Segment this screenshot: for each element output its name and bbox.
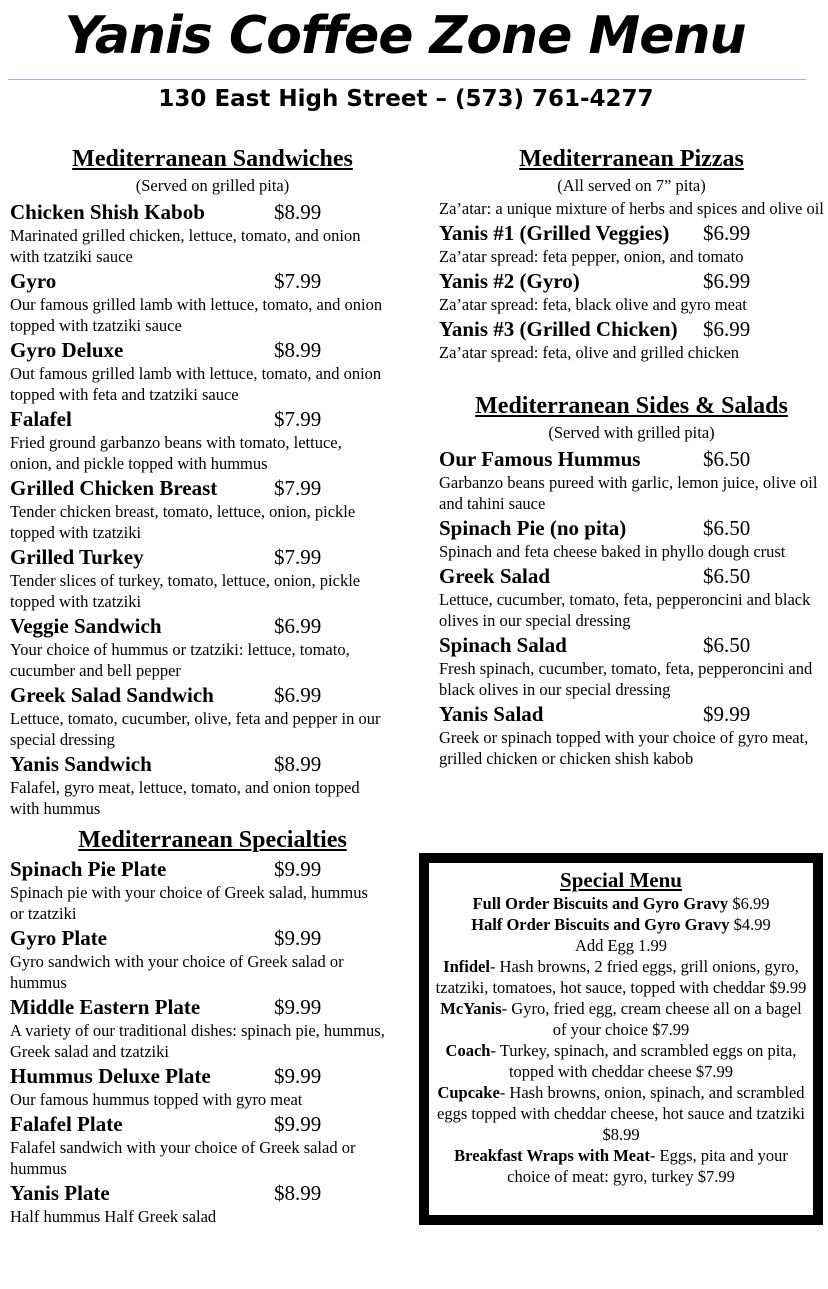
item-price: $7.99: [274, 269, 322, 293]
item-price: $9.99: [274, 1064, 322, 1088]
item-price: $7.99: [274, 407, 322, 431]
special-item-name: Cupcake: [437, 1083, 500, 1102]
section-heading-pizzas: Mediterranean Pizzas: [519, 146, 744, 172]
item-name: Greek Salad Sandwich: [10, 683, 214, 707]
item-description: Fried ground garbanzo beans with tomato, lettuce, onion, and pickle topped with hummus: [10, 433, 342, 473]
item-name: Gyro: [10, 269, 57, 293]
special-item-desc: - Hash browns, 2 fried eggs, grill onions, gyro, tzatziki, tomatoes, hot sauce, topped with cheddar $9.99: [435, 957, 807, 997]
menu-item: [10, 200, 415, 267]
special-item-name: Half Order Biscuits and Gyro Gravy: [471, 915, 730, 934]
special-mcyanis: [429, 998, 813, 1040]
item-name: Gyro Plate: [10, 926, 108, 950]
section-note-sandwiches: (Served on grilled pita): [135, 176, 290, 195]
item-name: Yanis Sandwich: [10, 752, 152, 776]
special-biscuits-half: [429, 914, 813, 935]
item-price: $6.99: [703, 317, 751, 341]
item-price: $9.99: [274, 1112, 322, 1136]
item-description: Gyro sandwich with your choice of Greek salad or hummus: [10, 952, 344, 992]
special-menu-heading: Special Menu: [560, 868, 682, 892]
item-price: $6.99: [274, 683, 322, 707]
menu-item: [10, 1181, 415, 1227]
menu-item: [10, 269, 415, 336]
item-description: Spinach pie with your choice of Greek salad, hummus or tzatziki: [10, 883, 368, 923]
item-description: Our famous grilled lamb with lettuce, tomato, and onion topped with tzatziki sauce: [10, 295, 383, 335]
section-note-sides: (Served with grilled pita): [548, 423, 715, 442]
item-name: Yanis Salad: [439, 702, 544, 726]
item-description: Out famous grilled lamb with lettuce, tomato, and onion topped with feta and tzatziki sauce: [10, 364, 382, 404]
item-price: $7.99: [274, 545, 322, 569]
item-name: Veggie Sandwich: [10, 614, 162, 638]
item-price: $6.50: [703, 447, 751, 471]
item-price: $7.99: [274, 476, 322, 500]
item-price: $9.99: [274, 995, 322, 1019]
item-name: Spinach Pie (no pita): [439, 516, 627, 540]
item-price: $9.99: [703, 702, 751, 726]
item-name: Yanis #1 (Grilled Veggies): [439, 221, 670, 245]
right-column: [439, 144, 824, 769]
item-description: Falafel sandwich with your choice of Greek salad or hummus: [10, 1138, 356, 1178]
item-description: Falafel, gyro meat, lettuce, tomato, and onion topped with hummus: [10, 778, 360, 818]
menu-item: [439, 633, 824, 700]
menu-item: [439, 516, 824, 562]
menu-title: Yanis Coffee Zone Menu: [64, 6, 746, 66]
special-infidel: [429, 956, 813, 998]
menu-item: [10, 338, 415, 405]
item-description: Greek or spinach topped with your choice of gyro meat, grilled chicken or chicken shish kabob: [439, 728, 809, 768]
menu-item: [439, 317, 824, 363]
menu-item: [10, 545, 415, 612]
menu-item: [10, 1064, 415, 1110]
section-heading-specialties: Mediterranean Specialties: [78, 827, 347, 853]
item-name: Yanis Plate: [10, 1181, 110, 1205]
item-price: $6.99: [703, 269, 751, 293]
item-description: Za’atar spread: feta pepper, onion, and tomato: [439, 247, 744, 266]
special-item-name: Coach: [445, 1041, 491, 1060]
special-item-desc: - Gyro, fried egg, cream cheese all on a bagel of your choice $7.99: [501, 999, 802, 1039]
section-note-pizzas: (All served on 7” pita): [557, 176, 706, 195]
item-name: Spinach Salad: [439, 633, 567, 657]
item-name: Grilled Turkey: [10, 545, 144, 569]
special-add-egg: Add Egg 1.99: [574, 936, 668, 955]
menu-item: [10, 683, 415, 750]
item-price: $9.99: [274, 926, 322, 950]
special-item-desc: - Hash browns, onion, spinach, and scrambled eggs topped with cheddar cheese, hot sauce and tzatziki $8.99: [437, 1083, 805, 1144]
item-name: Grilled Chicken Breast: [10, 476, 218, 500]
special-item-price: $4.99: [733, 915, 771, 934]
item-description: Garbanzo beans pureed with garlic, lemon juice, olive oil and tahini sauce: [439, 473, 818, 513]
item-price: $8.99: [274, 200, 322, 224]
special-coach: [429, 1040, 813, 1082]
item-name: Greek Salad: [439, 564, 551, 588]
menu-item: [439, 564, 824, 631]
item-name: Spinach Pie Plate: [10, 857, 167, 881]
item-name: Falafel: [10, 407, 72, 431]
item-price: $8.99: [274, 752, 322, 776]
menu-item: [10, 995, 415, 1062]
special-item-name: Full Order Biscuits and Gyro Gravy: [472, 894, 729, 913]
item-price: $8.99: [274, 338, 322, 362]
special-item-name: Infidel: [443, 957, 490, 976]
item-description: Lettuce, cucumber, tomato, feta, pepperoncini and black olives in our special dressing: [439, 590, 811, 630]
section-heading-sides: Mediterranean Sides & Salads: [475, 393, 788, 419]
special-item-price: $6.99: [732, 894, 770, 913]
section-heading-sandwiches: Mediterranean Sandwiches: [72, 146, 353, 172]
item-name: Middle Eastern Plate: [10, 995, 201, 1019]
item-description: Your choice of hummus or tzatziki: lettuce, tomato, cucumber and bell pepper: [10, 640, 350, 680]
item-name: Our Famous Hummus: [439, 447, 641, 471]
item-name: Gyro Deluxe: [10, 338, 124, 362]
item-name: Chicken Shish Kabob: [10, 200, 205, 224]
special-item-desc: - Eggs, pita and your choice of meat: gyro, turkey $7.99: [507, 1146, 788, 1186]
menu-item: [10, 926, 415, 993]
menu-item: [439, 447, 824, 514]
item-price: $9.99: [274, 857, 322, 881]
item-description: Half hummus Half Greek salad: [10, 1207, 217, 1226]
item-description: Tender slices of turkey, tomato, lettuce, onion, pickle topped with tzatziki: [10, 571, 361, 611]
menu-item: [10, 614, 415, 681]
item-price: $6.50: [703, 633, 751, 657]
menu-item: [10, 1112, 415, 1179]
menu-item: [439, 269, 824, 315]
menu-item: [10, 752, 415, 819]
item-description: Za’atar spread: feta, olive and grilled chicken: [439, 343, 740, 362]
item-name: Yanis #2 (Gyro): [439, 269, 580, 293]
address-phone: 130 East High Street – (573) 761-4277: [158, 86, 654, 112]
left-column: [10, 144, 415, 1227]
menu-item: [10, 476, 415, 543]
item-description: Our famous hummus topped with gyro meat: [10, 1090, 303, 1109]
item-name: Hummus Deluxe Plate: [10, 1064, 211, 1088]
special-item-name: McYanis: [440, 999, 502, 1018]
item-description: Marinated grilled chicken, lettuce, tomato, and onion with tzatziki sauce: [10, 226, 361, 266]
item-price: $8.99: [274, 1181, 322, 1205]
item-description: Za’atar spread: feta, black olive and gyro meat: [439, 295, 747, 314]
title-divider: [8, 79, 806, 80]
special-menu-box: [419, 853, 823, 1225]
item-name: Yanis #3 (Grilled Chicken): [439, 317, 678, 341]
item-name: Falafel Plate: [10, 1112, 123, 1136]
pizzas-intro: Za’atar: a unique mixture of herbs and spices and olive oil: [439, 199, 824, 218]
menu-item: [439, 702, 824, 769]
special-item-desc: - Turkey, spinach, and scrambled eggs on pita, topped with cheddar cheese $7.99: [490, 1041, 797, 1081]
item-description: A variety of our traditional dishes: spinach pie, hummus, Greek salad and tzatziki: [10, 1021, 385, 1061]
item-description: Tender chicken breast, tomato, lettuce, onion, pickle topped with tzatziki: [10, 502, 356, 542]
item-price: $6.50: [703, 516, 751, 540]
menu-item: [10, 407, 415, 474]
menu-item: [10, 857, 415, 924]
special-cupcake: [429, 1082, 813, 1145]
item-price: $6.99: [703, 221, 751, 245]
item-price: $6.50: [703, 564, 751, 588]
special-item-name: Breakfast Wraps with Meat: [454, 1146, 650, 1165]
menu-item: [439, 221, 824, 267]
special-wraps: [429, 1145, 813, 1187]
item-description: Lettuce, tomato, cucumber, olive, feta and pepper in our special dressing: [10, 709, 381, 749]
item-description: Fresh spinach, cucumber, tomato, feta, pepperoncini and black olives in our special dressing: [439, 659, 813, 699]
item-description: Spinach and feta cheese baked in phyllo dough crust: [439, 542, 786, 561]
special-biscuits-full: [429, 893, 813, 914]
item-price: $6.99: [274, 614, 322, 638]
